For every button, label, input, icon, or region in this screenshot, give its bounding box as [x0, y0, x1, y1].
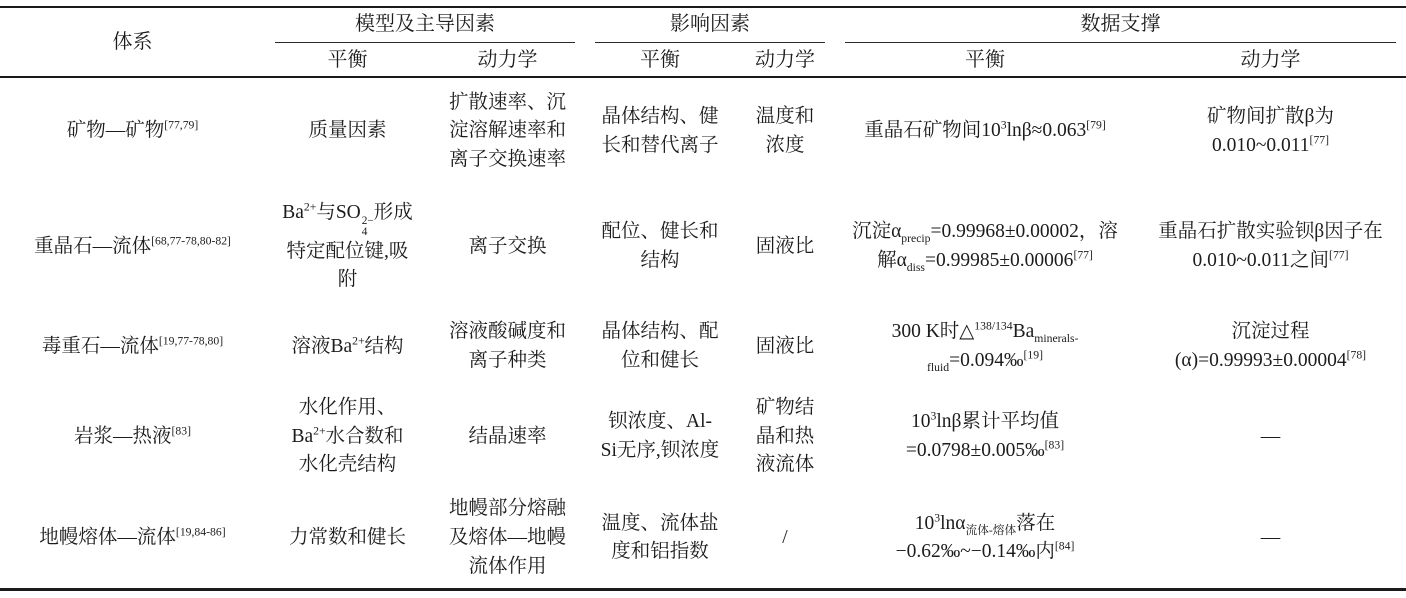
- table-header: [0, 7, 1406, 77]
- cell-data-kinetics: 重晶石扩散实验钡β因子在0.010~0.011之间[77]: [1158, 221, 1383, 271]
- cell-system: 重晶石—流体[68,77-78,80-82]: [34, 234, 231, 257]
- cell-data-equilibrium: 重晶石矿物间$10^3\ln\beta\approx 0.063[79]$: [864, 118, 1106, 142]
- isotope-fractionation-table: [0, 6, 1406, 591]
- table-row-magma-hydrothermal: [0, 385, 1406, 489]
- table-row-barite-fluid: [0, 185, 1406, 309]
- subheader-model-kinetics: 动力学: [430, 43, 585, 77]
- cell-influence-equilibrium: 钡浓度、Al-Si无序,钡浓度: [600, 411, 720, 461]
- column-header-system: 体系: [0, 7, 265, 77]
- cell-system: 矿物—矿物[77,79]: [66, 118, 199, 142]
- cell-model-kinetics: 地幔部分熔融及熔体—地幔流体作用: [448, 498, 566, 577]
- cell-data-equilibrium: 沉淀$\alpha_{precip}=0.99968\pm 0.00002$，溶解$\alpha_{diss}=0.99985\pm 0.00006[77]$: [852, 221, 1118, 274]
- table-row-mineral-mineral: [0, 77, 1406, 185]
- cell-influence-kinetics: 温度和浓度: [755, 105, 815, 156]
- cell-model-equilibrium: 质量因素: [308, 120, 387, 142]
- column-group-model-factors: 模型及主导因素: [265, 7, 585, 43]
- cell-data-equilibrium: $10^3\ln\alpha_{流体-熔体}$落在−0.62‰~−0.14‰内[84]: [895, 511, 1075, 563]
- cell-data-equilibrium: 300 K时$\triangle^{138/134}Ba_{minerals-fluid}=0.094‰[19]$: [891, 319, 1079, 374]
- paper-table-container: [0, 6, 1406, 591]
- cell-influence-equilibrium: 温度、流体盐度和铝指数: [601, 512, 719, 563]
- cell-system: 岩浆—热液[83]: [74, 424, 191, 447]
- cell-influence-kinetics: 矿物结晶和热液流体: [755, 397, 815, 476]
- cell-influence-equilibrium: 配位、健长和结构: [601, 221, 719, 271]
- subheader-data-equilibrium: 平衡: [835, 43, 1135, 77]
- cell-data-kinetics: —: [1260, 526, 1281, 548]
- cell-model-equilibrium: $Ba^{2+}$与SO 2− 4 形成特定配位键,吸附: [282, 200, 413, 291]
- cell-system: 地幔熔体—流体[19,84-86]: [39, 525, 226, 548]
- table-row-mantle-melt-fluid: [0, 489, 1406, 589]
- cell-influence-kinetics: /: [782, 526, 788, 548]
- header-group-row: [0, 7, 1406, 43]
- cell-influence-equilibrium: 晶体结构、配位和健长: [601, 321, 719, 371]
- cell-model-equilibrium: 溶液$Ba^{2+}$结构: [291, 334, 404, 357]
- cell-model-kinetics: 溶液酸碱度和离子种类: [448, 321, 566, 371]
- cell-data-kinetics: 矿物间扩散β为0.010~0.011[77]: [1207, 105, 1334, 156]
- cell-data-equilibrium: $10^3\ln\beta$累计平均值=0.0798±0.005‰[83]: [905, 409, 1065, 461]
- table-body: [0, 77, 1406, 589]
- cell-influence-kinetics: 固液比: [755, 335, 815, 357]
- subheader-data-kinetics: 动力学: [1135, 43, 1406, 77]
- column-group-data-support: 数据支撑: [835, 7, 1406, 43]
- cell-influence-kinetics: 固液比: [755, 235, 815, 257]
- cell-data-kinetics: 沉淀过程(α)=0.99993±0.00004[78]: [1174, 321, 1367, 371]
- subheader-model-equilibrium: 平衡: [265, 43, 430, 77]
- cell-model-equilibrium: 水化作用、$Ba^{2+}$水合数和水化壳结构: [291, 397, 404, 476]
- table-row-witherite-fluid: [0, 309, 1406, 385]
- subheader-influence-kinetics: 动力学: [735, 43, 835, 77]
- subheader-influence-equilibrium: 平衡: [585, 43, 735, 77]
- cell-system: 毒重石—流体[19,77-78,80]: [41, 334, 224, 357]
- cell-model-kinetics: 离子交换: [468, 235, 547, 257]
- cell-model-kinetics: 结晶速率: [468, 425, 547, 447]
- cell-model-equilibrium: 力常数和健长: [288, 526, 406, 548]
- column-group-influence-factors: 影响因素: [585, 7, 835, 43]
- cell-model-kinetics: 扩散速率、沉淀溶解速率和离子交换速率: [448, 91, 566, 170]
- cell-influence-equilibrium: 晶体结构、健长和替代离子: [601, 105, 719, 156]
- cell-data-kinetics: —: [1260, 425, 1281, 447]
